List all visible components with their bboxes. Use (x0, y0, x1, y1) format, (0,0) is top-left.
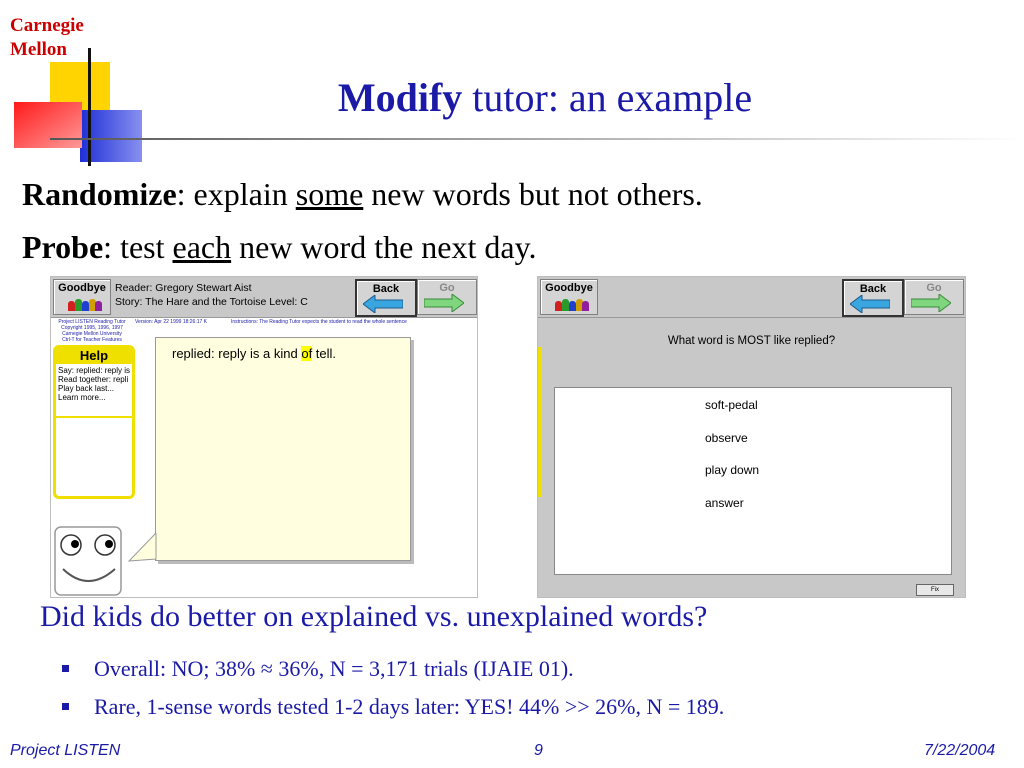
sentence-post: tell. (312, 346, 337, 361)
info-university: Carnegie Mellon University (62, 331, 122, 337)
info-teacher: Ctrl-T for Teacher Features (62, 337, 122, 343)
bullet-icon (62, 665, 69, 672)
footer-date: 7/22/2004 (924, 742, 996, 759)
choice-answer[interactable]: answer (705, 496, 744, 510)
info-version: Version: Apr 22 1999 18:26:17 K (135, 319, 207, 325)
info-instructions: Instructions: The Reading Tutor expects the student to read the whole sentence (231, 319, 407, 325)
randomize-line (22, 176, 703, 213)
right-go-button[interactable] (904, 279, 964, 315)
bullet-icon (62, 703, 69, 710)
choices-panel (554, 387, 952, 575)
slide-title (0, 74, 1024, 121)
choice-play-down[interactable]: play down (705, 463, 760, 477)
go-arrow-icon (911, 294, 951, 312)
right-goodbye-label: Goodbye (545, 282, 593, 294)
probe-line (22, 229, 537, 266)
randomize-post: new words but not others. (363, 176, 703, 212)
right-go-label: Go (926, 282, 942, 294)
logo-text (10, 14, 84, 62)
probe-post: new word the next day. (231, 229, 537, 265)
people-icon (68, 297, 102, 311)
left-goodbye-button[interactable] (53, 279, 111, 315)
bubble-tail (127, 533, 159, 563)
question-text: What word is MOST like replied? (667, 335, 836, 347)
choice-soft-pedal[interactable]: soft-pedal (705, 398, 758, 412)
go-arrow-icon (424, 294, 464, 312)
help-item-play-back[interactable]: Play back last... (58, 384, 115, 393)
tutor-face-icon (53, 525, 123, 597)
reader-info (115, 281, 308, 309)
title-underline (50, 138, 1024, 140)
left-yellow-edge (538, 347, 542, 497)
help-panel (53, 345, 135, 499)
randomize-underlined: some (295, 176, 364, 212)
probe-term: Probe (22, 229, 104, 265)
sentence-pre: replied: reply is a kind (172, 346, 302, 361)
left-go-label: Go (439, 282, 455, 294)
help-item-learn-more[interactable]: Learn more... (58, 393, 106, 402)
title-rest: tutor: an example (462, 75, 753, 120)
result-overall-text: Overall: NO; 38% ≈ 36%, N = 3,171 trials (IJAIE 01). (94, 656, 574, 681)
people-icon (555, 297, 589, 311)
footer-page-number: 9 (534, 742, 543, 759)
randomize-term: Randomize (22, 176, 177, 212)
left-toolbar (51, 277, 477, 318)
result-overall (66, 656, 574, 682)
sentence-bubble (155, 337, 411, 561)
title-bold: Modify (337, 75, 463, 120)
footer-left: Project LISTEN (10, 742, 121, 759)
result-rare-text: Rare, 1-sense words tested 1-2 days later: YES! 44% >> 26%, N = 189. (94, 694, 725, 719)
result-rare (66, 694, 724, 720)
logo-line-2: Mellon (10, 39, 67, 60)
left-goodbye-label: Goodbye (58, 282, 106, 294)
left-back-button[interactable] (355, 279, 417, 317)
help-item-say[interactable]: Say: replied: reply is (58, 366, 130, 375)
left-back-label: Back (372, 283, 400, 295)
help-item-read-together[interactable]: Read together: repli (58, 375, 129, 384)
fix-button[interactable]: Fix (916, 584, 954, 596)
logo-line-1: Carnegie (10, 15, 84, 36)
sentence-highlight: of (301, 346, 313, 361)
info-app-name: Project LISTEN Reading Tutor (58, 319, 126, 325)
reader-name: Reader: Gregory Stewart Aist (115, 282, 252, 294)
back-arrow-icon (363, 295, 403, 313)
right-toolbar (538, 277, 965, 318)
randomize-pre: : explain (176, 176, 296, 212)
right-tutor-screenshot (537, 276, 966, 598)
left-tutor-screenshot (50, 276, 478, 598)
right-back-label: Back (859, 283, 887, 295)
right-back-button[interactable] (842, 279, 904, 317)
right-goodbye-button[interactable] (540, 279, 598, 315)
back-arrow-icon (850, 295, 890, 313)
story-name: Story: The Hare and the Tortoise Level: C (115, 296, 308, 308)
probe-pre: : test (103, 229, 173, 265)
probe-underlined: each (172, 229, 232, 265)
choice-observe[interactable]: observe (705, 431, 748, 445)
info-copyright: Copyright 1995, 1996, 1997 (61, 325, 123, 331)
subheading: Did kids do better on explained vs. unexplained words? (40, 600, 708, 633)
sentence-text (172, 346, 336, 361)
help-title: Help (56, 348, 132, 364)
left-go-button[interactable] (417, 279, 477, 315)
